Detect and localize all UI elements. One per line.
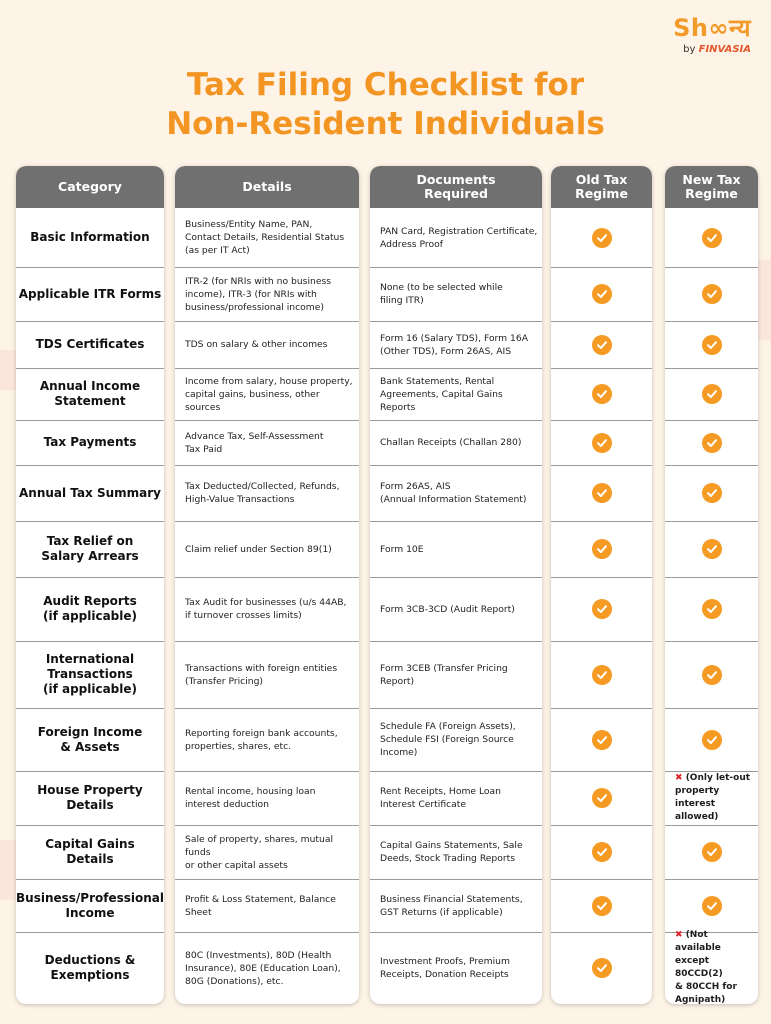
check-icon [702,384,722,404]
check-icon [702,599,722,619]
documents-cell: Form 3CEB (Transfer Pricing Report) [380,662,508,687]
category-cell: Annual Income Statement [39,379,141,408]
regime-status-cell [551,879,652,932]
check-icon [702,483,722,503]
category-cell: Foreign Income & Assets [37,724,143,754]
documents-cell: Form 3CB-3CD (Audit Report) [380,603,515,615]
check-icon [592,384,612,404]
check-icon [592,335,612,355]
check-icon [592,539,612,559]
details-cell: Reporting foreign bank accounts, properties, shares, etc. [185,727,338,752]
category-cell: Capital Gains Details [45,837,135,866]
cross-icon: ✖ [675,930,686,940]
column-category [16,166,164,1004]
details-cell: Claim relief under Section 89(1) [185,543,332,555]
brand-byline: by FINVASIA [683,44,751,55]
regime-status-cell [551,368,652,420]
details-cell: Rental income, housing loan interest deduction [185,786,316,810]
documents-cell: Business Financial Statements, GST Returns (if applicable) [380,893,523,918]
cross-icon: ✖ [675,773,686,783]
regime-status-cell [551,641,652,708]
details-cell: Sale of property, shares, mutual funds or other capital assets [185,833,334,871]
check-icon [592,842,612,862]
check-icon [702,665,722,685]
regime-status-cell [551,825,652,879]
documents-cell: Form 26AS, AIS (Annual Information Statement) [380,481,527,505]
regime-note-text: (Not available except 80CCD(2) & 80CCH for Agnipath) [675,930,737,1004]
column-details [175,166,359,1004]
regime-status-cell [665,641,758,708]
regime-status-cell [551,932,652,1004]
regime-status-cell [665,368,758,420]
regime-note-text: (Only let-out property interest allowed) [675,773,751,822]
column-new-regime [665,166,758,1004]
check-icon [702,433,722,453]
regime-status-cell [551,521,652,577]
documents-cell: Capital Gains Statements, Sale Deeds, Stock Trading Reports [380,840,523,864]
documents-cell: Rent Receipts, Home Loan Interest Certificate [380,786,501,810]
regime-status-cell [551,420,652,465]
regime-status-cell [665,825,758,879]
regime-status-cell [551,267,652,321]
header-category: Category [16,166,164,208]
category-cell: TDS Certificates [35,337,145,351]
check-icon [702,730,722,750]
details-cell: ITR-2 (for NRIs with no business income), ITR-3 (for NRIs with business/professional income) [185,275,332,313]
regime-status-cell [551,771,652,825]
documents-cell: Challan Receipts (Challan 280) [380,437,522,448]
documents-cell: Form 10E [380,543,424,555]
category-cell: Business/Professional Income [16,890,164,920]
documents-cell: Investment Proofs, Premium Receipts, Donation Receipts [380,956,510,980]
documents-cell: Bank Statements, Rental Agreements, Capital Gains Reports [380,375,503,413]
title-line-2: Non-Resident Individuals [166,106,605,142]
regime-status-cell [665,879,758,932]
check-icon [592,228,612,248]
documents-cell: None (to be selected while filing ITR) [380,282,503,306]
check-icon [592,896,612,916]
check-icon [702,228,722,248]
column-documents [370,166,542,1004]
regime-status-cell [665,521,758,577]
check-icon [702,896,722,916]
check-icon [592,483,612,503]
category-cell: House Property Details [37,783,143,812]
check-icon [592,433,612,453]
check-icon [592,284,612,304]
check-icon [702,284,722,304]
regime-status-cell [551,465,652,521]
regime-status-cell [665,208,758,267]
category-cell: Applicable ITR Forms [18,286,162,301]
details-cell: TDS on salary & other incomes [185,339,328,350]
title-line-1: Tax Filing Checklist for [186,67,585,103]
check-icon [592,599,612,619]
check-icon [592,788,612,808]
company-name: FINVASIA [698,44,751,55]
regime-status-cell [551,577,652,641]
header-details: Details [175,166,359,208]
page-title [0,66,771,144]
check-icon [702,335,722,355]
category-cell: Tax Relief on Salary Arrears [41,534,139,563]
regime-status-cell [665,321,758,368]
details-cell: Tax Audit for businesses (u/s 44AB, if turnover crosses limits) [185,597,347,621]
check-icon [592,958,612,978]
check-icon [592,665,612,685]
header-new-regime: New Tax Regime [665,166,758,208]
details-cell: Profit & Loss Statement, Balance Sheet [185,893,336,918]
category-cell: Deductions & Exemptions [44,953,136,982]
header-old-regime: Old Tax Regime [551,166,652,208]
regime-status-cell [665,420,758,465]
header-documents: Documents Required [370,166,542,208]
details-cell: Tax Deducted/Collected, Refunds, High-Value Transactions [185,481,340,505]
category-cell: International Transactions (if applicable) [42,652,138,696]
category-cell: Basic Information [30,230,150,244]
regime-note-cell [665,771,758,825]
regime-status-cell [665,465,758,521]
brand-name: Sh∞न्य [673,14,751,42]
check-icon [702,539,722,559]
regime-status-cell [665,708,758,771]
category-cell: Annual Tax Summary [19,485,161,500]
regime-status-cell [665,267,758,321]
category-cell: Tax Payments [43,435,137,449]
documents-cell: Form 16 (Salary TDS), Form 16A (Other TDS), Form 26AS, AIS [380,332,529,357]
column-old-regime [551,166,652,1004]
details-cell: Business/Entity Name, PAN, Contact Details, Residential Status (as per IT Act) [185,219,345,256]
regime-status-cell [665,577,758,641]
check-icon [592,730,612,750]
brand-logo [673,14,751,56]
documents-cell: Schedule FA (Foreign Assets), Schedule FSI (Foreign Source Income) [380,721,516,758]
details-cell: Income from salary, house property, capital gains, business, other sources [185,375,353,413]
details-cell: 80C (Investments), 80D (Health Insurance), 80E (Education Loan), 80G (Donations), etc. [185,949,341,987]
category-cell: Audit Reports (if applicable) [42,594,138,623]
regime-status-cell [551,708,652,771]
check-icon [702,842,722,862]
regime-status-cell [551,208,652,267]
details-cell: Advance Tax, Self-Assessment Tax Paid [185,430,324,455]
details-cell: Transactions with foreign entities (Transfer Pricing) [185,662,338,687]
regime-note-cell [665,932,758,1004]
documents-cell: PAN Card, Registration Certificate, Address Proof [380,225,538,250]
regime-status-cell [551,321,652,368]
